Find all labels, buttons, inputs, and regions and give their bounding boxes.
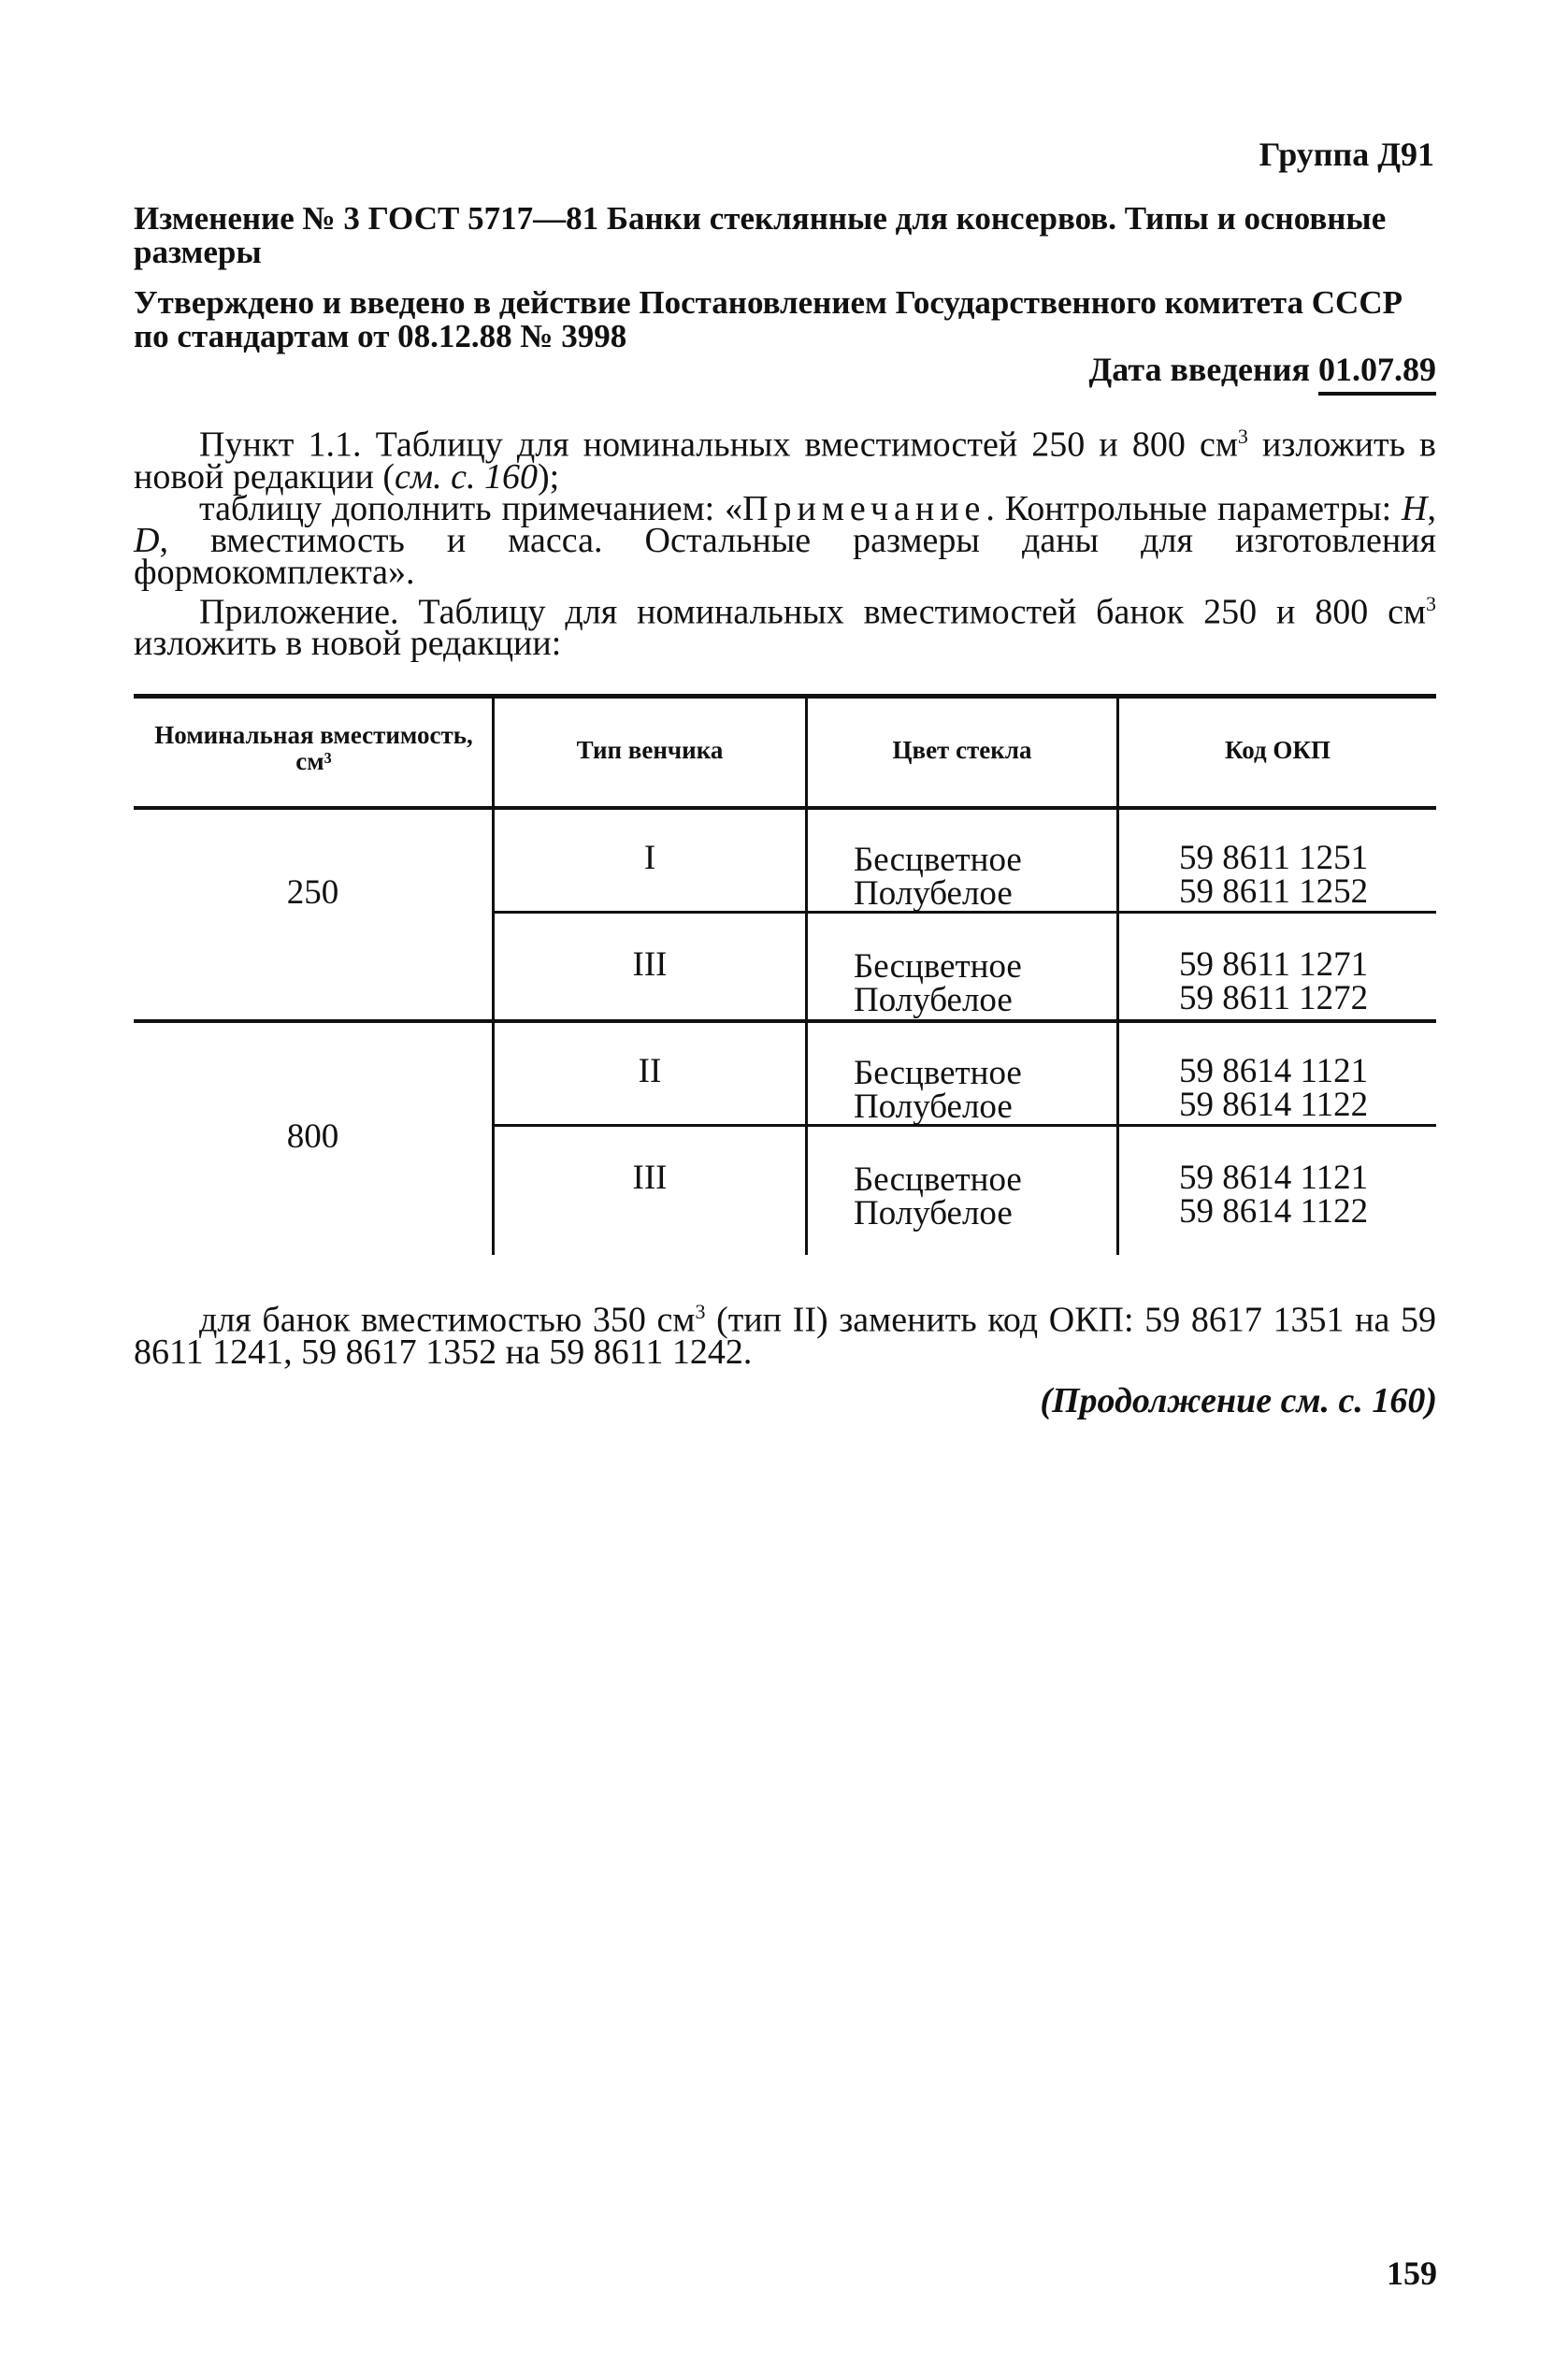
glass-color-cell: Полубелое bbox=[854, 981, 1013, 1019]
capacity-cell: 800 bbox=[286, 1117, 339, 1156]
okp-code-cell: 59 8614 1122 bbox=[1179, 1192, 1369, 1231]
paragraph-3-sup: 3 bbox=[1426, 591, 1436, 615]
okp-code-cell: 59 8611 1272 bbox=[1179, 979, 1369, 1017]
paragraph-2-note-word: Примечание bbox=[742, 488, 986, 528]
okp-replacement-note bbox=[134, 1296, 1436, 1372]
paragraph-2-text-b: . Контрольные параметры: bbox=[985, 488, 1403, 528]
paragraph-1-text-b: изложить в новой редакции ( bbox=[134, 425, 1436, 497]
glass-color-cell: Полубелое bbox=[854, 874, 1013, 913]
paragraph-2 bbox=[134, 488, 1436, 592]
table-column-rule bbox=[1116, 694, 1119, 1255]
glass-color-cell: Бесцветное bbox=[854, 1160, 1022, 1199]
paragraph-2-sep: , bbox=[1427, 488, 1436, 528]
okp-code-cell: 59 8611 1252 bbox=[1179, 872, 1369, 911]
header-glass-color: Цвет стекла bbox=[892, 736, 1032, 764]
amendment-body bbox=[134, 421, 1436, 664]
header-rim-type: Тип венчика bbox=[576, 736, 724, 764]
header-okp-code: Код ОКП bbox=[1225, 736, 1331, 764]
paragraph-1 bbox=[134, 421, 1436, 497]
paragraph-1-text-c: ); bbox=[538, 456, 560, 497]
okp-replacement-paragraph bbox=[134, 1296, 1436, 1372]
footer-text-b: (тип II) заменить код ОКП: 59 8617 1351 на 59 8611 1241, 59 8617 1352 на 59 8611 1242. bbox=[134, 1300, 1436, 1372]
paragraph-2-d: D bbox=[134, 520, 160, 560]
paragraph-3-text-b: изложить в новой редакции: bbox=[134, 624, 562, 664]
capacity-cell: 250 bbox=[286, 873, 339, 912]
group-divider-rule bbox=[134, 1019, 1436, 1023]
glass-color-cell: Бесцветное bbox=[854, 841, 1022, 879]
effective-date bbox=[1089, 350, 1437, 389]
paragraph-3-text-a: Приложение. Таблицу для номинальных вместимостей банок 250 и 800 см bbox=[199, 592, 1426, 632]
paragraph-2-h: H bbox=[1402, 488, 1428, 528]
header-capacity: Номинальная вместимость, см³ bbox=[154, 721, 473, 775]
rim-type-cell: I bbox=[643, 839, 656, 877]
rim-type-cell: III bbox=[632, 945, 668, 984]
page-number: 159 bbox=[1387, 2255, 1437, 2292]
footer-text-a: для банок вместимостью 350 см bbox=[199, 1300, 696, 1340]
okp-code-cell: 59 8611 1271 bbox=[1179, 945, 1369, 984]
continued-note: (Продолжение см. с. 160) bbox=[1040, 1381, 1437, 1420]
table-top-rule bbox=[134, 694, 1436, 699]
paragraph-1-text-a: Пункт 1.1. Таблицу для номинальных вместимостей 250 и 800 см bbox=[199, 425, 1238, 465]
rim-type-cell: II bbox=[638, 1052, 662, 1090]
paragraph-1-reference: см. с. 160 bbox=[395, 456, 539, 497]
paragraph-3 bbox=[134, 588, 1436, 664]
okp-code-cell: 59 8614 1121 bbox=[1179, 1052, 1369, 1090]
paragraph-2-text-c: , вместимость и масса. Остальные размеры даны для изготовления формокомплекта». bbox=[134, 520, 1436, 592]
glass-color-cell: Бесцветное bbox=[854, 1054, 1022, 1092]
change-title: Изменение № 3 ГОСТ 5717—81 Банки стеклянные для консервов. Типы и основные размеры bbox=[134, 200, 1387, 270]
okp-code-cell: 59 8611 1251 bbox=[1179, 839, 1369, 877]
group-label: Группа Д91 bbox=[1259, 136, 1434, 173]
footer-sup: 3 bbox=[695, 1300, 706, 1323]
paragraph-1-sup: 3 bbox=[1237, 425, 1248, 448]
paragraph-2-text-a: таблицу дополнить примечанием: « bbox=[199, 488, 743, 528]
rim-type-cell: III bbox=[632, 1159, 668, 1197]
capacity-table bbox=[134, 694, 1436, 1255]
okp-code-cell: 59 8614 1121 bbox=[1179, 1159, 1369, 1197]
glass-color-cell: Полубелое bbox=[854, 1194, 1013, 1232]
effective-date-label: Дата введения bbox=[1088, 351, 1318, 388]
glass-color-cell: Полубелое bbox=[854, 1088, 1013, 1126]
approval-statement: Утверждено и введено в действие Постановлением Государственного комитета СССР по стандартам от 08.12.88 № 3998 bbox=[134, 284, 1403, 354]
glass-color-cell: Бесцветное bbox=[854, 947, 1022, 986]
table-column-rule bbox=[805, 694, 808, 1255]
okp-code-cell: 59 8614 1122 bbox=[1179, 1086, 1369, 1124]
effective-date-value: 01.07.89 bbox=[1318, 351, 1436, 396]
table-header-rule bbox=[134, 806, 1436, 810]
